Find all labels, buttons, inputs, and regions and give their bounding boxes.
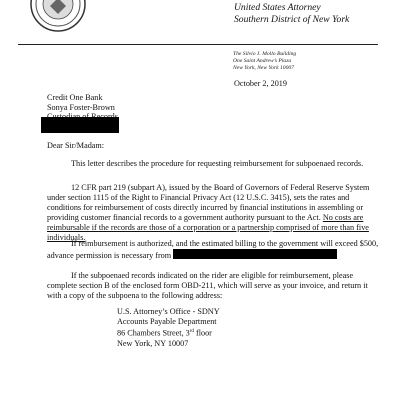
office-line-2: Southern District of New York: [234, 14, 350, 25]
return-line-4: New York, NY 10007: [117, 338, 189, 348]
paragraph-3: [47, 239, 382, 261]
return-address: [117, 307, 220, 349]
office-heading: [234, 2, 349, 26]
paragraph-1-text: This letter describes the procedure for requesting reimbursement for subpoenaed records.: [71, 159, 364, 168]
paragraph-4: [47, 271, 382, 301]
return-line-2: Accounts Payable Department: [117, 317, 217, 326]
return-line-1: U.S. Attorney’s Office - SDNY: [117, 307, 220, 316]
return-line-3-floor: floor: [193, 328, 212, 338]
return-line-3: [117, 327, 220, 339]
paragraph-2-underlined: No costs are reimbursable if the records are those of a corporation or a partnership comprised of more than five individuals.: [47, 213, 369, 242]
salutation: Dear Sir/Madam:: [47, 141, 105, 150]
address-line-1: The Silvio J. Mollo Building: [233, 51, 297, 57]
office-line-1: United States Attorney: [234, 2, 321, 13]
paragraph-2: [47, 183, 382, 243]
recipient-line-1: Credit One Bank: [47, 93, 103, 102]
letterhead-divider: [18, 44, 378, 45]
doj-seal-icon: [30, 0, 86, 32]
recipient-line-2: Sonya Foster-Brown: [47, 102, 115, 112]
paragraph-1: [47, 159, 382, 169]
return-line-3-street: 86 Chambers Street, 3: [117, 328, 190, 338]
office-address: [233, 51, 296, 72]
redacted-name: [173, 249, 285, 259]
paragraph-3-text: If reimbursement is authorized, and the estimated billing to the government will exceed $500, advance permission is necessary from: [47, 239, 379, 260]
paragraph-4-text: If the subpoenaed records indicated on the rider are eligible for reimbursement, please complete section B of the enclosed form OBD-211, which will serve as your invoice, and return it with a copy of the subpoena to the following address:: [47, 271, 368, 300]
address-line-2: One Saint Andrew’s Plaza: [233, 58, 292, 64]
letter-date: October 2, 2019: [234, 79, 287, 88]
paragraph-2-text: 12 CFR part 219 (subpart A), issued by the Board of Governors of Federal Reserve System under section 1115 of the Right to Financial Privacy Act (12 U.S.C. 3415), sets the rates and conditions for reimbursement of costs directly incurred by financial institutions in assembling or providing customer financial records to a government authority pursuant to the Act.: [47, 183, 370, 222]
redacted-address: [41, 117, 119, 133]
redacted-name-2: [285, 249, 337, 259]
return-line-3-sup: rd: [189, 329, 194, 334]
address-line-3: New York, New York 10007: [233, 65, 294, 71]
